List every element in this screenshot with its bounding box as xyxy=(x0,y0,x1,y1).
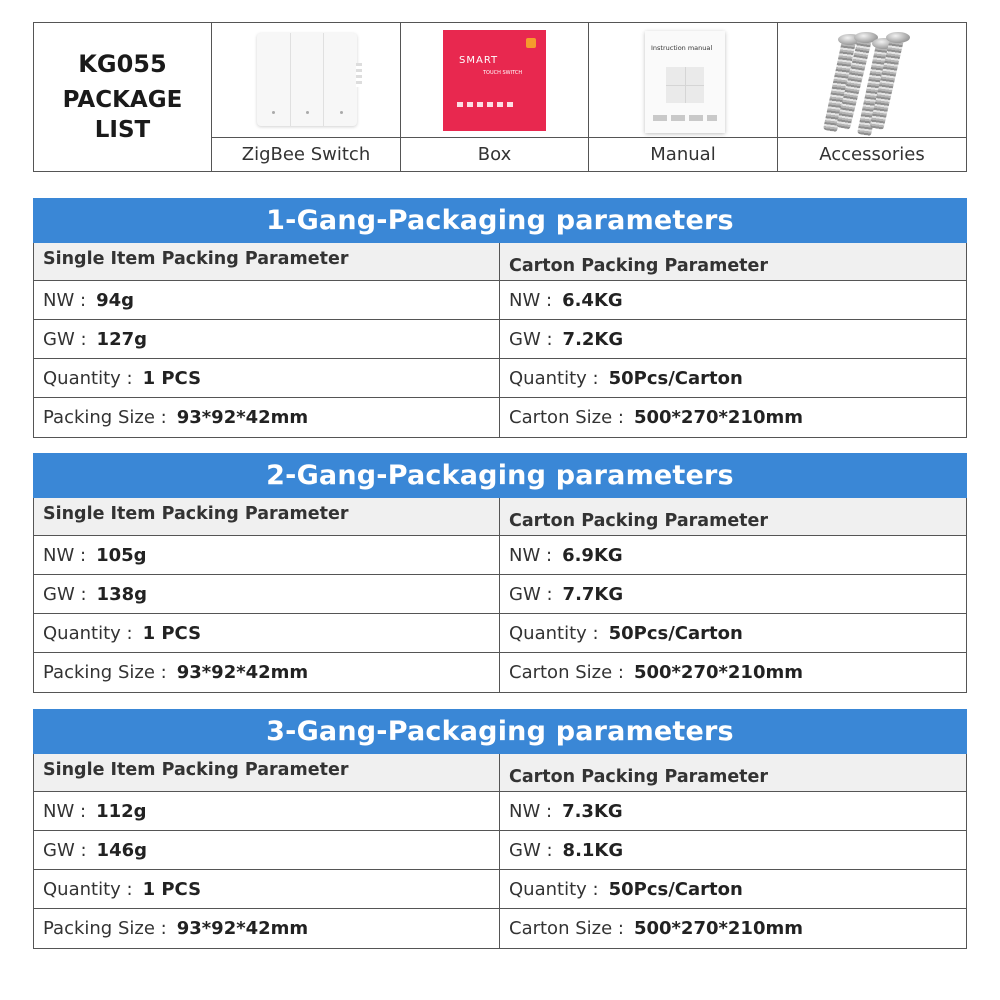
table-row xyxy=(34,831,966,870)
manual-switch-illustration xyxy=(666,67,704,103)
param-label: Carton Size : xyxy=(509,407,624,428)
param-label: Packing Size : xyxy=(43,918,167,939)
package-list-title xyxy=(34,23,212,171)
param-label: Quantity : xyxy=(509,367,599,389)
param-label: NW : xyxy=(43,800,87,822)
table-row xyxy=(34,653,966,692)
table-header-row xyxy=(34,243,966,281)
single-item-header: Single Item Packing Parameter xyxy=(34,243,500,280)
param-label: Carton Size : xyxy=(509,918,624,939)
table-row xyxy=(34,575,966,614)
box-print-text: SMART xyxy=(459,55,499,66)
manual-icon xyxy=(645,31,725,133)
param-label: NW : xyxy=(43,289,87,311)
param-label: NW : xyxy=(509,289,553,311)
param-label: GW : xyxy=(43,328,87,350)
parameters-table xyxy=(33,754,967,949)
section-title: 3-Gang-Packaging parameters xyxy=(33,709,967,754)
param-value: 50Pcs/Carton xyxy=(608,367,743,389)
section-title: 2-Gang-Packaging parameters xyxy=(33,453,967,498)
param-value: 1 PCS xyxy=(142,367,202,389)
single-item-header: Single Item Packing Parameter xyxy=(34,498,500,535)
box-image xyxy=(401,23,588,138)
carton-header: Carton Packing Parameter xyxy=(509,767,769,787)
param-label: GW : xyxy=(509,839,553,861)
param-value: 138g xyxy=(96,583,148,605)
table-header-row xyxy=(34,498,966,536)
param-value: 94g xyxy=(96,289,134,311)
param-value: 146g xyxy=(96,839,148,861)
table-row xyxy=(34,281,966,320)
table-row xyxy=(34,320,966,359)
box-print-icons xyxy=(457,102,517,107)
param-label: Quantity : xyxy=(43,622,133,644)
screw-head-icon xyxy=(886,32,910,43)
table-header-row xyxy=(34,754,966,792)
param-label: GW : xyxy=(43,583,87,605)
carton-header: Carton Packing Parameter xyxy=(509,511,769,531)
switch-side-detail xyxy=(356,63,362,87)
param-label: GW : xyxy=(509,328,553,350)
packaging-section-2-gang xyxy=(33,453,967,693)
table-row xyxy=(34,614,966,653)
param-value: 1 PCS xyxy=(142,878,202,900)
param-value: 500*270*210mm xyxy=(633,407,803,428)
brand-logo-icon xyxy=(526,38,536,48)
package-item-label: Box xyxy=(477,144,512,165)
param-value: 50Pcs/Carton xyxy=(608,622,743,644)
package-list-heading-line1: PACKAGE xyxy=(62,87,183,113)
box-print-subtext: TOUCH SWITCH xyxy=(483,70,523,76)
param-label: GW : xyxy=(509,583,553,605)
param-value: 93*92*42mm xyxy=(176,407,309,428)
package-item-switch xyxy=(212,23,401,171)
param-value: 105g xyxy=(96,544,147,566)
package-list-heading-line2: LIST xyxy=(94,117,151,143)
param-value: 500*270*210mm xyxy=(633,662,803,683)
param-label: Quantity : xyxy=(43,367,133,389)
param-value: 127g xyxy=(96,328,148,350)
packaging-section-1-gang xyxy=(33,198,967,438)
param-value: 93*92*42mm xyxy=(176,662,309,683)
table-row xyxy=(34,536,966,575)
package-item-label: Accessories xyxy=(819,144,925,165)
param-label: NW : xyxy=(509,800,553,822)
manual-footer-icons xyxy=(653,115,717,121)
param-value: 6.4KG xyxy=(562,289,623,311)
parameters-table xyxy=(33,498,967,693)
package-item-label: ZigBee Switch xyxy=(241,144,371,165)
package-item-label: Manual xyxy=(650,144,716,165)
switch-panel-icon xyxy=(257,33,357,126)
single-item-header: Single Item Packing Parameter xyxy=(34,754,500,791)
param-label: Quantity : xyxy=(509,878,599,900)
param-label: Carton Size : xyxy=(509,662,624,683)
param-value: 93*92*42mm xyxy=(176,918,309,939)
param-value: 6.9KG xyxy=(562,544,623,566)
table-row xyxy=(34,870,966,909)
param-value: 500*270*210mm xyxy=(633,918,803,939)
switch-gang-2 xyxy=(291,33,325,126)
manual-cover-text: Instruction manual xyxy=(651,44,713,52)
table-row xyxy=(34,398,966,437)
table-row xyxy=(34,359,966,398)
param-value: 50Pcs/Carton xyxy=(608,878,743,900)
switch-gang-3 xyxy=(324,33,357,126)
param-value: 1 PCS xyxy=(142,622,202,644)
carton-header: Carton Packing Parameter xyxy=(509,256,769,276)
param-value: 7.7KG xyxy=(562,583,624,605)
param-value: 8.1KG xyxy=(562,839,624,861)
param-label: NW : xyxy=(509,544,553,566)
parameters-table xyxy=(33,243,967,438)
param-label: Quantity : xyxy=(509,622,599,644)
package-item-manual xyxy=(589,23,778,171)
packaging-section-3-gang xyxy=(33,709,967,949)
switch-gang-1 xyxy=(257,33,291,126)
screws-image xyxy=(778,23,966,138)
param-label: Packing Size : xyxy=(43,662,167,683)
param-value: 7.3KG xyxy=(562,800,623,822)
table-row xyxy=(34,792,966,831)
package-item-accessories xyxy=(778,23,966,171)
param-label: NW : xyxy=(43,544,87,566)
table-row xyxy=(34,909,966,948)
package-item-box xyxy=(401,23,589,171)
box-icon xyxy=(443,30,546,131)
package-list-table xyxy=(33,22,967,172)
param-value: 112g xyxy=(96,800,147,822)
zigbee-switch-image xyxy=(212,23,400,138)
param-value: 7.2KG xyxy=(562,328,624,350)
section-title: 1-Gang-Packaging parameters xyxy=(33,198,967,243)
model-number: KG055 xyxy=(78,50,167,78)
manual-image xyxy=(589,23,777,138)
param-label: Packing Size : xyxy=(43,407,167,428)
param-label: Quantity : xyxy=(43,878,133,900)
param-label: GW : xyxy=(43,839,87,861)
